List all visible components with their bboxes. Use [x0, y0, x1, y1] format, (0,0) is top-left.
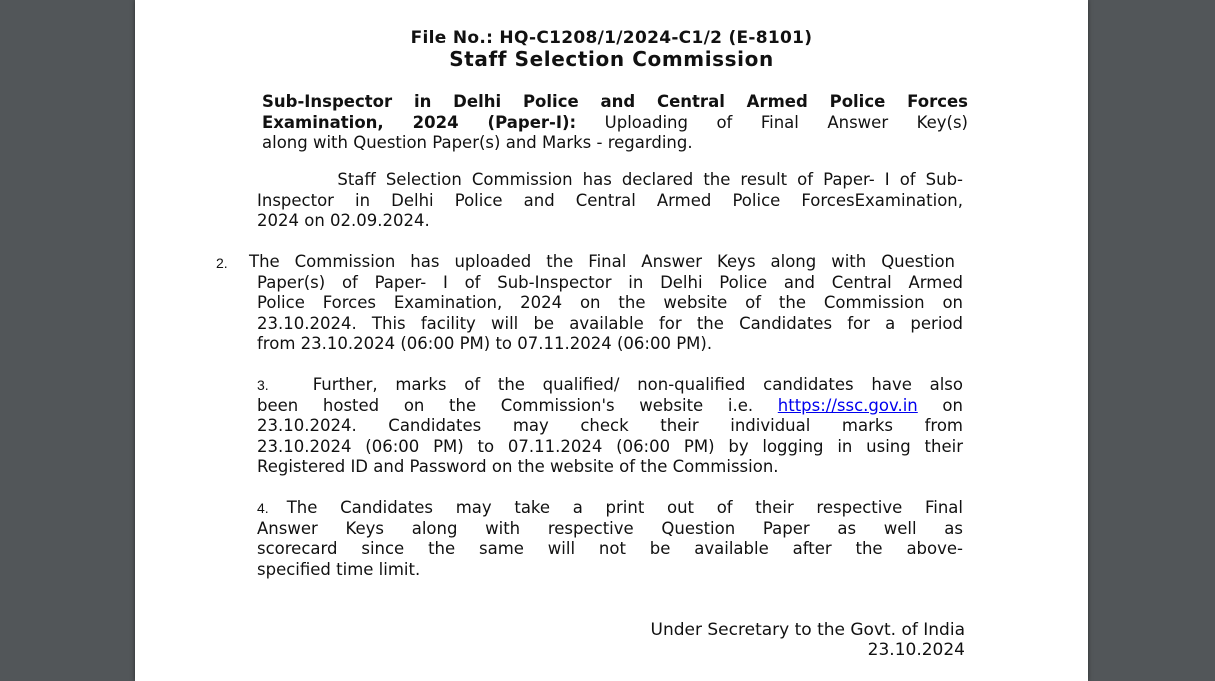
- subject-line-3: along with Question Paper(s) and Marks - regarding.: [262, 133, 693, 152]
- para3-line-4: 23.10.2024 (06:00 PM) to 07.11.2024 (06:00 PM) by logging in using their: [257, 436, 963, 456]
- para2-line: Paper(s) of Paper- I of Sub-Inspector in Delhi Police and Central Armed: [257, 272, 963, 292]
- subject-exam-label: Examination, 2024 (Paper-I):: [262, 112, 577, 132]
- para4-number: 4.: [257, 500, 269, 516]
- para3-number: 3.: [257, 377, 269, 393]
- para2-line: Police Forces Examination, 2024 on the website of the Commission on: [257, 293, 963, 312]
- subject-block: [262, 92, 968, 154]
- para1-line: 2024 on 02.09.2024.: [257, 211, 430, 230]
- para2-line-1: The Commission has uploaded the Final Answer Keys along with Question: [249, 252, 955, 271]
- para2-line: 23.10.2024. This facility will be available for the Candidates for a period: [257, 313, 963, 333]
- paragraph-3: [257, 375, 963, 478]
- para3-line-2: [257, 396, 963, 417]
- para1-line: Staff Selection Commission has declared the result of Paper- I of Sub-: [257, 170, 963, 189]
- para3-text: been hosted on the Commission's website i.e.: [257, 395, 778, 415]
- para4-line-3: scorecard since the same will not be available after the above-: [257, 539, 963, 558]
- paragraph-1: [257, 170, 963, 232]
- organization-title: Staff Selection Commission: [449, 47, 774, 71]
- para4-line-1: [257, 498, 963, 519]
- paragraph-4: [257, 498, 963, 580]
- para4-line-4: specified time limit.: [257, 559, 421, 579]
- para2-line: [216, 252, 963, 273]
- subject-topic: Uploading of Final Answer Key(s): [576, 112, 968, 132]
- signature-date: 23.10.2024: [867, 640, 965, 660]
- subject-line-1: Sub-Inspector in Delhi Police and Central Armed Police Forces: [262, 92, 968, 111]
- para2-number: 2.: [216, 255, 228, 271]
- subject-line-2: [262, 113, 968, 134]
- para3-line-1: [257, 375, 963, 396]
- signatory-designation: Under Secretary to the Govt. of India: [650, 620, 965, 640]
- para3-line-5: Registered ID and Password on the website of the Commission.: [257, 457, 779, 476]
- file-number: File No.: HQ-C1208/1/2024-C1/2 (E-8101): [410, 28, 813, 48]
- para1-line: Inspector in Delhi Police and Central Armed Police ForcesExamination,: [257, 190, 963, 210]
- para2-line: from 23.10.2024 (06:00 PM) to 07.11.2024 (06:00 PM).: [257, 334, 713, 353]
- para3-text: on: [917, 395, 963, 415]
- document-page: [135, 0, 1088, 681]
- para3-line-3: 23.10.2024. Candidates may check their individual marks from: [257, 416, 963, 435]
- ssc-website-link[interactable]: https://ssc.gov.in: [777, 395, 918, 415]
- para3-text: Further, marks of the qualified/ non-qualified candidates have also: [312, 375, 963, 394]
- paragraph-2: [216, 252, 963, 355]
- para4-text: The Candidates may take a print out of their respective Final: [286, 498, 963, 517]
- para4-line-2: Answer Keys along with respective Question Paper as well as: [257, 518, 963, 538]
